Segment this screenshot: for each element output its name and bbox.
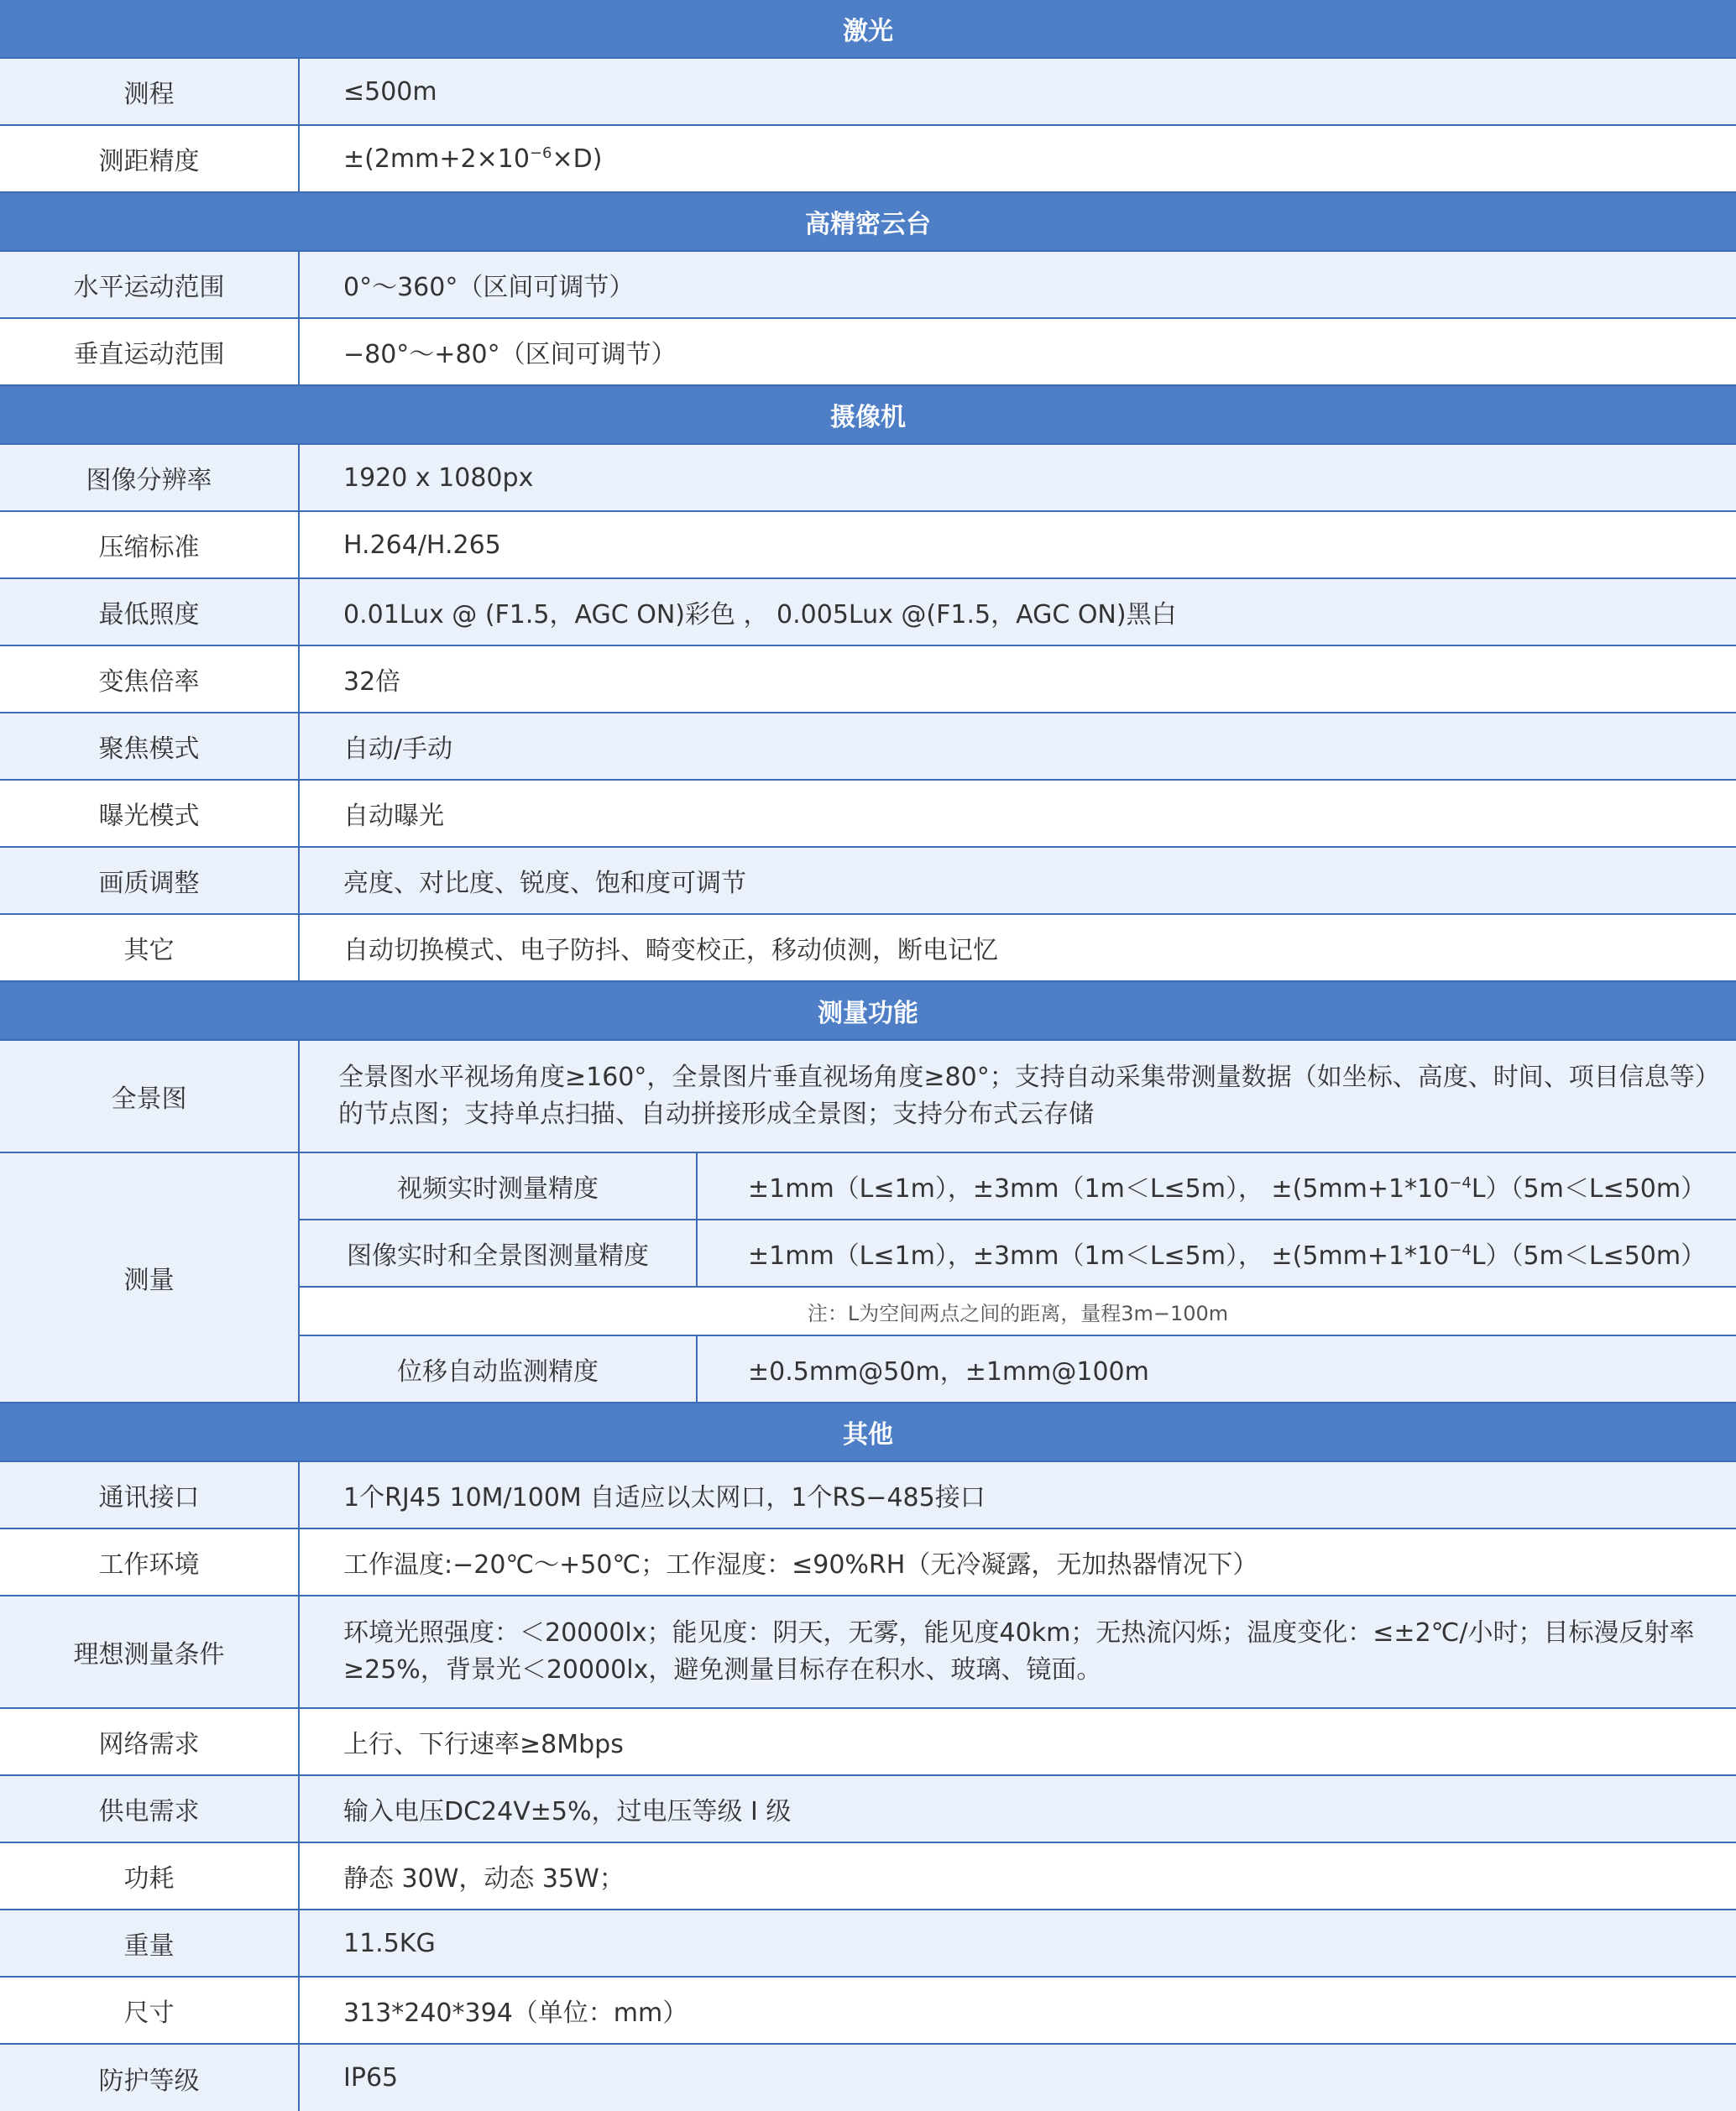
table-row xyxy=(0,847,1736,914)
row-value xyxy=(299,125,1736,192)
section-title: 测量功能 xyxy=(0,981,1736,1040)
table-row xyxy=(0,1708,1736,1775)
value-text: L）（5m＜L≤50m） xyxy=(1471,1241,1707,1271)
table-row xyxy=(0,1775,1736,1842)
row-value: ≤500m xyxy=(299,58,1736,125)
row-label: 变焦倍率 xyxy=(0,645,299,713)
table-row xyxy=(0,713,1736,780)
section-header-laser xyxy=(0,0,1736,58)
row-value: 自动/手动 xyxy=(299,713,1736,780)
exponent: −6 xyxy=(529,144,552,162)
row-label: 尺寸 xyxy=(0,1977,299,2044)
table-row xyxy=(0,58,1736,125)
row-label: 理想测量条件 xyxy=(0,1596,299,1708)
table-row xyxy=(0,1910,1736,1977)
section-title: 高精密云台 xyxy=(0,192,1736,251)
table-row xyxy=(0,125,1736,192)
value-text: ±1mm（L≤1m），±3mm（1m＜L≤5m）， ±(5mm+1*10 xyxy=(748,1241,1450,1271)
row-label: 网络需求 xyxy=(0,1708,299,1775)
note-text: 注：L为空间两点之间的距离，量程3m−100m xyxy=(299,1287,1736,1335)
sub-row-value xyxy=(697,1220,1736,1287)
value-text: ±(2mm+2×10 xyxy=(343,144,530,174)
row-label: 供电需求 xyxy=(0,1775,299,1842)
row-label: 聚焦模式 xyxy=(0,713,299,780)
section-title: 摄像机 xyxy=(0,385,1736,444)
row-label: 防护等级 xyxy=(0,2044,299,2111)
row-label: 工作环境 xyxy=(0,1528,299,1596)
row-value: 自动曝光 xyxy=(299,780,1736,847)
row-label: 图像分辨率 xyxy=(0,444,299,511)
row-value: H.264/H.265 xyxy=(299,511,1736,578)
row-value: −80°～+80°（区间可调节） xyxy=(299,318,1736,385)
row-label: 其它 xyxy=(0,914,299,981)
table-row xyxy=(0,318,1736,385)
row-value: 自动切换模式、电子防抖、畸变校正，移动侦测，断电记忆 xyxy=(299,914,1736,981)
row-label: 画质调整 xyxy=(0,847,299,914)
row-label: 最低照度 xyxy=(0,578,299,645)
row-label: 垂直运动范围 xyxy=(0,318,299,385)
table-row xyxy=(0,1528,1736,1596)
row-label: 测程 xyxy=(0,58,299,125)
row-value: 工作温度:−20℃～+50℃；工作湿度：≤90%RH（无冷凝露，无加热器情况下） xyxy=(299,1528,1736,1596)
sub-row-label: 视频实时测量精度 xyxy=(299,1152,697,1220)
row-label: 水平运动范围 xyxy=(0,251,299,318)
table-row xyxy=(0,444,1736,511)
row-value: 输入电压DC24V±5%，过电压等级 I 级 xyxy=(299,1775,1736,1842)
row-value: 1个RJ45 10M/100M 自适应以太网口，1个RS−485接口 xyxy=(299,1461,1736,1528)
exponent: −4 xyxy=(1449,1174,1472,1192)
row-value: 0.01Lux @ (F1.5，AGC ON)彩色 ， 0.005Lux @(F1.5，AGC ON)黑白 xyxy=(299,578,1736,645)
row-label: 压缩标准 xyxy=(0,511,299,578)
row-value: 32倍 xyxy=(299,645,1736,713)
row-value: IP65 xyxy=(299,2044,1736,2111)
value-text: L）（5m＜L≤50m） xyxy=(1471,1174,1707,1204)
row-label: 重量 xyxy=(0,1910,299,1977)
section-header-other xyxy=(0,1403,1736,1461)
row-value: 11.5KG xyxy=(299,1910,1736,1977)
sub-row-value: ±0.5mm@50m，±1mm@100m xyxy=(697,1335,1736,1403)
table-row xyxy=(0,2044,1736,2111)
row-label: 通讯接口 xyxy=(0,1461,299,1528)
value-text: ±1mm（L≤1m），±3mm（1m＜L≤5m）， ±(5mm+1*10 xyxy=(748,1174,1450,1204)
table-row xyxy=(0,1461,1736,1528)
section-header-camera xyxy=(0,385,1736,444)
table-row xyxy=(0,1842,1736,1910)
section-header-gimbal xyxy=(0,192,1736,251)
value-text: ×D) xyxy=(552,144,603,174)
row-value: 1920 x 1080px xyxy=(299,444,1736,511)
table-row xyxy=(0,914,1736,981)
table-row xyxy=(0,1040,1736,1152)
row-value: 313*240*394（单位：mm） xyxy=(299,1977,1736,2044)
row-label: 曝光模式 xyxy=(0,780,299,847)
table-row xyxy=(0,578,1736,645)
section-header-measure xyxy=(0,981,1736,1040)
table-row xyxy=(0,645,1736,713)
section-title: 激光 xyxy=(0,0,1736,58)
row-label: 全景图 xyxy=(0,1040,299,1152)
table-row xyxy=(0,511,1736,578)
row-label: 测距精度 xyxy=(0,125,299,192)
row-value: 全景图水平视场角度≥160°，全景图片垂直视场角度≥80°；支持自动采集带测量数据（如坐标、高度、时间、项目信息等）的节点图；支持单点扫描、自动拼接形成全景图；支持分布式云存储 xyxy=(299,1040,1736,1152)
section-title: 其他 xyxy=(0,1403,1736,1461)
row-value: 亮度、对比度、锐度、饱和度可调节 xyxy=(299,847,1736,914)
row-label: 测量 xyxy=(0,1152,299,1403)
sub-row-label: 位移自动监测精度 xyxy=(299,1335,697,1403)
table-row xyxy=(0,780,1736,847)
sub-row-label: 图像实时和全景图测量精度 xyxy=(299,1220,697,1287)
table-row xyxy=(0,1977,1736,2044)
exponent: −4 xyxy=(1449,1241,1472,1259)
row-value: 0°～360°（区间可调节） xyxy=(299,251,1736,318)
sub-row-value xyxy=(697,1152,1736,1220)
table-row xyxy=(0,1152,1736,1220)
row-value: 环境光照强度：＜20000lx；能见度：阴天，无雾，能见度40km；无热流闪烁；温度变化：≤±2℃/小时；目标漫反射率≥25%，背景光＜20000lx，避免测量目标存在积水、玻璃、镜面。 xyxy=(299,1596,1736,1708)
row-value: 上行、下行速率≥8Mbps xyxy=(299,1708,1736,1775)
table-row xyxy=(0,1596,1736,1708)
row-value: 静态 30W，动态 35W； xyxy=(299,1842,1736,1910)
row-label: 功耗 xyxy=(0,1842,299,1910)
table-row xyxy=(0,251,1736,318)
